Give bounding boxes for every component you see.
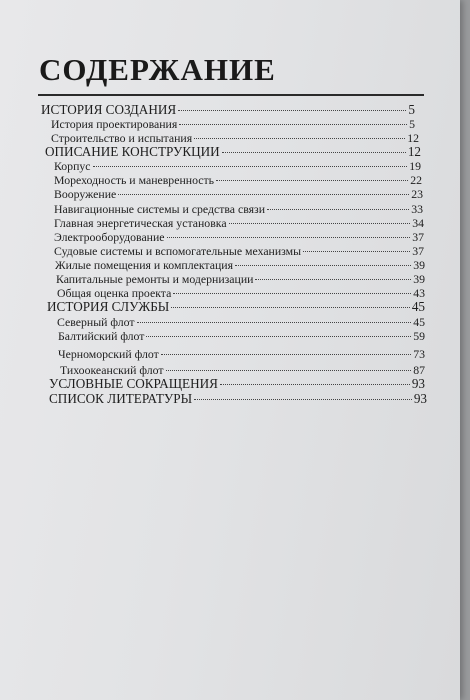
toc-entry-label: СПИСОК ЛИТЕРАТУРЫ (49, 391, 193, 406)
toc-entry-label: Жилые помещения и комплектация (55, 258, 234, 272)
toc-entry (49, 391, 427, 407)
toc-entry-page: 37 (412, 244, 424, 258)
toc-entry-page: 45 (413, 315, 425, 329)
toc-leader-dots (194, 398, 412, 400)
toc-leader-dots (146, 335, 411, 337)
toc-entry-label: Навигационные системы и средства связи (54, 202, 266, 216)
toc-leader-dots (166, 369, 412, 371)
toc-entry-page: 12 (407, 144, 421, 159)
toc-entry (49, 376, 425, 392)
toc-entry-page: 37 (412, 230, 424, 244)
toc-leader-dots (229, 222, 411, 224)
toc-entry-page: 19 (409, 159, 421, 173)
toc-entry (47, 299, 425, 315)
toc-leader-dots (267, 208, 409, 210)
toc-entry (58, 328, 425, 344)
toc-entry-page: 87 (413, 363, 425, 377)
toc-entry-label: История проектирования (51, 117, 178, 131)
toc-entry-page: 43 (413, 286, 425, 300)
toc-leader-dots (222, 151, 406, 153)
toc-leader-dots (93, 165, 408, 167)
toc-entry-page: 39 (413, 272, 425, 286)
toc-entry-label: ИСТОРИЯ СЛУЖБЫ (47, 299, 170, 314)
toc-leader-dots (178, 109, 406, 111)
toc-leader-dots (167, 236, 411, 238)
toc-leader-dots (171, 306, 410, 308)
toc-leader-dots (255, 278, 411, 280)
toc-leader-dots (137, 321, 412, 323)
toc-leader-dots (216, 179, 408, 181)
toc-leader-dots (179, 123, 407, 125)
toc-entry-label: Мореходность и маневренность (54, 173, 215, 187)
toc-leader-dots (118, 193, 409, 195)
toc-entry-label: Северный флот (57, 315, 135, 329)
toc-entry-page: 59 (413, 329, 425, 343)
toc-leader-dots (220, 383, 410, 385)
toc-leader-dots (303, 250, 410, 252)
toc-entry-page: 34 (412, 216, 424, 230)
title-underline (38, 94, 424, 96)
toc-entry-label: Черноморский флот (58, 347, 159, 361)
toc-entry-label: Электрооборудование (54, 230, 165, 244)
toc-entry-label: Общая оценка проекта (57, 286, 172, 300)
page-title: СОДЕРЖАНИЕ (39, 52, 276, 87)
toc-entry (54, 186, 423, 202)
toc-entry-page: 93 (413, 391, 427, 406)
toc-entry-page: 12 (407, 131, 419, 145)
toc-entry (58, 346, 425, 362)
toc-entry-page: 93 (411, 376, 425, 391)
toc-entry-page: 73 (413, 347, 425, 361)
toc-entry-label: Корпус (54, 159, 91, 173)
toc-entry-label: Главная энергетическая установка (54, 216, 227, 230)
toc-entry-page: 22 (410, 173, 422, 187)
toc-entry-label: Судовые системы и вспомогательные механизмы (54, 244, 302, 258)
toc-entry-page: 39 (413, 258, 425, 272)
toc-entry-label: Капитальные ремонты и модернизации (56, 272, 254, 286)
toc-entry-label: Балтийский флот (58, 329, 145, 343)
toc-entry-page: 45 (411, 299, 425, 314)
toc-entry-page: 5 (408, 102, 415, 117)
toc-entry-label: УСЛОВНЫЕ СОКРАЩЕНИЯ (49, 376, 218, 391)
toc-leader-dots (173, 292, 411, 294)
toc-entry-label: Строительство и испытания (51, 131, 193, 145)
toc-entry-label: Тихоокеанский флот (60, 363, 164, 377)
toc-leader-dots (194, 137, 405, 139)
toc-entry-label: ОПИСАНИЕ КОНСТРУКЦИИ (45, 144, 220, 159)
toc-leader-dots (161, 353, 411, 355)
toc-entry-page: 5 (409, 117, 415, 131)
toc-entry-page: 23 (411, 187, 423, 201)
toc-leader-dots (235, 264, 411, 266)
toc-entry-label: ИСТОРИЯ СОЗДАНИЯ (41, 102, 177, 117)
toc-entry-label: Вооружение (54, 187, 117, 201)
toc-entry-page: 33 (411, 202, 423, 216)
